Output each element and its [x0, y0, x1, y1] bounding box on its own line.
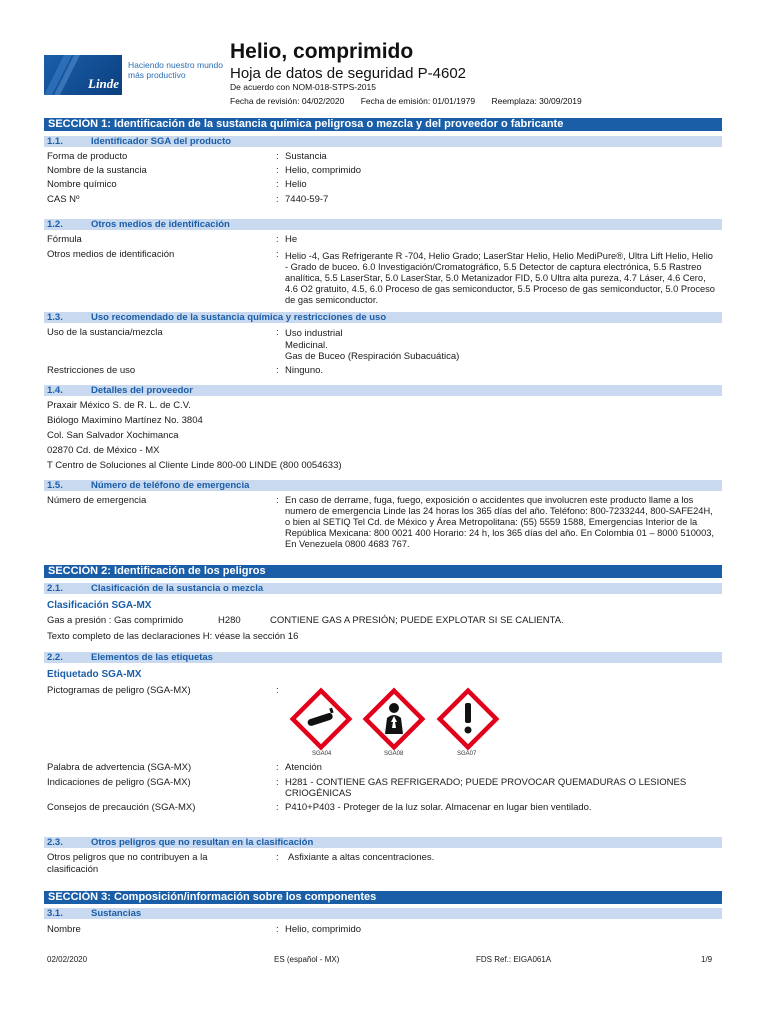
supplier-phone: T Centro de Soluciones al Cliente Linde 800-00 LINDE (800 0054633): [47, 460, 342, 471]
subsection-number: 1.1.: [47, 136, 63, 147]
subsection-number: 1.3.: [47, 312, 63, 323]
subsection-title: Identificador SGA del producto: [91, 136, 232, 147]
pictogram-sga08: [361, 686, 427, 757]
classification-heading: Clasificación SGA-MX: [47, 600, 152, 611]
supplier-line: Biólogo Maximino Martínez No. 3804: [47, 415, 203, 426]
use-value-3: Gas de Buceo (Respiración Subacuática): [285, 351, 460, 362]
linde-logo: [44, 55, 122, 95]
use-value-1: Uso industrial: [285, 328, 343, 339]
row-value: Helio: [285, 179, 307, 190]
subsection-number: 1.4.: [47, 385, 63, 396]
labelling-heading: Etiquetado SGA-MX: [47, 669, 142, 680]
classification-code: H280: [218, 615, 241, 626]
subsection-1-4-header: [44, 385, 722, 396]
row-label: Nombre de la sustancia: [47, 165, 147, 176]
footer-language: ES (español - MX): [274, 955, 340, 964]
dates-row: [230, 96, 596, 106]
pictograms-label: Pictogramas de peligro (SGA-MX): [47, 685, 191, 696]
regulation-reference: De acuerdo con NOM-018-STPS-2015: [230, 82, 376, 92]
subsection-title: Otros peligros que no resultan en la clasificación: [91, 837, 314, 848]
subsection-title: Elementos de las etiquetas: [91, 652, 213, 663]
pictogram-code: SGA08: [384, 751, 404, 757]
hazard-statements-value: H281 - CONTIENE GAS REFRIGERADO; PUEDE PROVOCAR QUEMADURAS O LESIONES CRIOGÉNICAS: [285, 777, 687, 799]
row-value: Sustancia: [285, 151, 327, 162]
full-text-note: Texto completo de las declaraciones H: véase la sección 16: [47, 631, 299, 642]
other-identifiers-label: Otros medios de identificación: [47, 249, 175, 260]
subsection-number: 2.3.: [47, 837, 63, 848]
row-value: Helio, comprimido: [285, 165, 362, 176]
subsection-title: Otros medios de identificación: [91, 219, 230, 230]
classification-category: Gas a presión : Gas comprimido: [47, 615, 184, 626]
use-label: Uso de la sustancia/mezcla: [47, 327, 163, 338]
restrictions-label: Restricciones de uso: [47, 365, 136, 376]
document-subtitle: Hoja de datos de seguridad P-4602: [230, 65, 467, 82]
classification-statement: CONTIENE GAS A PRESIÓN; PUEDE EXPLOTAR SI SE CALIENTA.: [270, 615, 564, 626]
subsection-number: 2.2.: [47, 652, 63, 663]
subsection-1-2-header: [44, 219, 722, 230]
precautionary-value: P410+P403 - Proteger de la luz solar. Almacenar en lugar bien ventilado.: [285, 802, 592, 813]
pictogram-sga07: [435, 686, 501, 757]
subsection-title: Detalles del proveedor: [91, 385, 193, 396]
supplier-line: Praxair México S. de R. L. de C.V.: [47, 400, 191, 411]
signal-word-value: Atención: [285, 762, 322, 773]
restrictions-value: Ninguno.: [285, 365, 324, 376]
subsection-1-1-header: [44, 136, 722, 147]
row-value: 7440-59-7: [285, 194, 329, 205]
pictogram-sga04: [288, 686, 354, 757]
formula-value: He: [285, 234, 298, 245]
exclamation-icon: [465, 703, 471, 723]
other-identifiers-value: Helio -4, Gas Refrigerante R -704, Helio Grado; LaserStar Helio, Helio MediPure®, Ultra Lift Helio, Helio - Grado de buceo. 6.0 Investigación/Cromatográfico, 5.5 Detector de captura electrónica, 5.5 Rastreo analítica, 5.5 LaserStar, 5.0 LaserStar, 5.0 Metanizador FID, 5.0 Ultra alta pureza, 4.7 Láser, 4.6 Cero, 4.6 O2 gratuito, 4.5, 6.0 Proceso de gas semiconductor, 5.5 Proceso de gas semiconductor, 5.0 Proceso de gas semiconductor.: [285, 251, 715, 305]
name-value: Helio, comprimido: [285, 924, 362, 935]
pictogram-code: SGA07: [457, 751, 477, 757]
subsection-number: 1.5.: [47, 480, 63, 491]
formula-label: Fórmula: [47, 234, 82, 245]
issue-date: Fecha de emisión: 01/01/1979: [360, 96, 476, 106]
logo-text: Linde: [88, 76, 120, 91]
emergency-value: En caso de derrame, fuga, fuego, exposición o accidentes que involucren este producto llame a los numero de emergencia Linde las 24 horas los 365 días del año. Teléfono: 800-7233244, 800-SAFE24H, o bien al SETIQ Tel Cd. de México y Área Metropolitana: (55) 5559 1588, Emergencias Interior de la República Mexicana: 800 0021 400 Horario: 24 h, los 365 días del año. En Colombia 01 – 8000 510003, En Venezuela 0800 4683 767.: [285, 495, 714, 549]
subsection-1-5-header: [44, 480, 722, 491]
supplier-line: 02870 Cd. de México - MX: [47, 445, 160, 456]
revision-date: Fecha de revisión: 04/02/2020: [230, 96, 345, 106]
subsection-2-3-header: [44, 837, 722, 848]
section-2-header: SECCIÓN 2: Identificación de los peligros: [44, 565, 722, 578]
section-1-header: SECCIÓN 1: Identificación de la sustancia química peligrosa o mezcla y del proveedor o fabricante: [44, 118, 722, 131]
document-title: Helio, comprimido: [230, 40, 414, 63]
health-hazard-icon: [389, 703, 399, 713]
subsection-title: Número de teléfono de emergencia: [91, 480, 250, 491]
supplier-line: Col. San Salvador Xochimanca: [47, 430, 179, 441]
subsection-2-1-header: [44, 583, 722, 594]
tagline: Haciendo nuestro mundo más productivo: [128, 60, 223, 80]
use-value-2: Medicinal.: [285, 340, 328, 351]
subsection-2-2-header: [44, 652, 722, 663]
signal-word-label: Palabra de advertencia (SGA-MX): [47, 762, 192, 773]
subsection-3-1-header: [44, 908, 722, 919]
subsection-title: Sustancias: [91, 908, 142, 919]
row-label: CAS Nº: [47, 194, 80, 205]
other-hazards-value: Asfixiante a altas concentraciones.: [288, 852, 435, 863]
section-3-header: SECCIÓN 3: Composición/información sobre los componentes: [44, 891, 722, 904]
subsection-number: 1.2.: [47, 219, 63, 230]
other-hazards-label: Otros peligros que no contribuyen a la clasificación: [47, 852, 208, 875]
subsection-number: 3.1.: [47, 908, 63, 919]
subsection-title: Clasificación de la sustancia o mezcla: [91, 583, 264, 594]
row-label: Forma de producto: [47, 151, 128, 162]
replaces-date: Reemplaza: 30/09/2019: [491, 96, 582, 106]
precautionary-label: Consejos de precaución (SGA-MX): [47, 802, 196, 813]
footer-page-number: 1/9: [701, 955, 713, 964]
subsection-number: 2.1.: [47, 583, 63, 594]
footer-date: 02/02/2020: [47, 955, 88, 964]
name-label: Nombre: [47, 924, 81, 935]
emergency-label: Número de emergencia: [47, 495, 147, 506]
subsection-title: Uso recomendado de la sustancia química y restricciones de uso: [91, 312, 387, 323]
footer-reference: FDS Ref.: EIGA061A: [476, 955, 552, 964]
subsection-1-3-header: [44, 312, 722, 323]
pictogram-code: SGA04: [312, 751, 332, 757]
hazard-statements-label: Indicaciones de peligro (SGA-MX): [47, 777, 191, 788]
row-label: Nombre químico: [47, 179, 117, 190]
